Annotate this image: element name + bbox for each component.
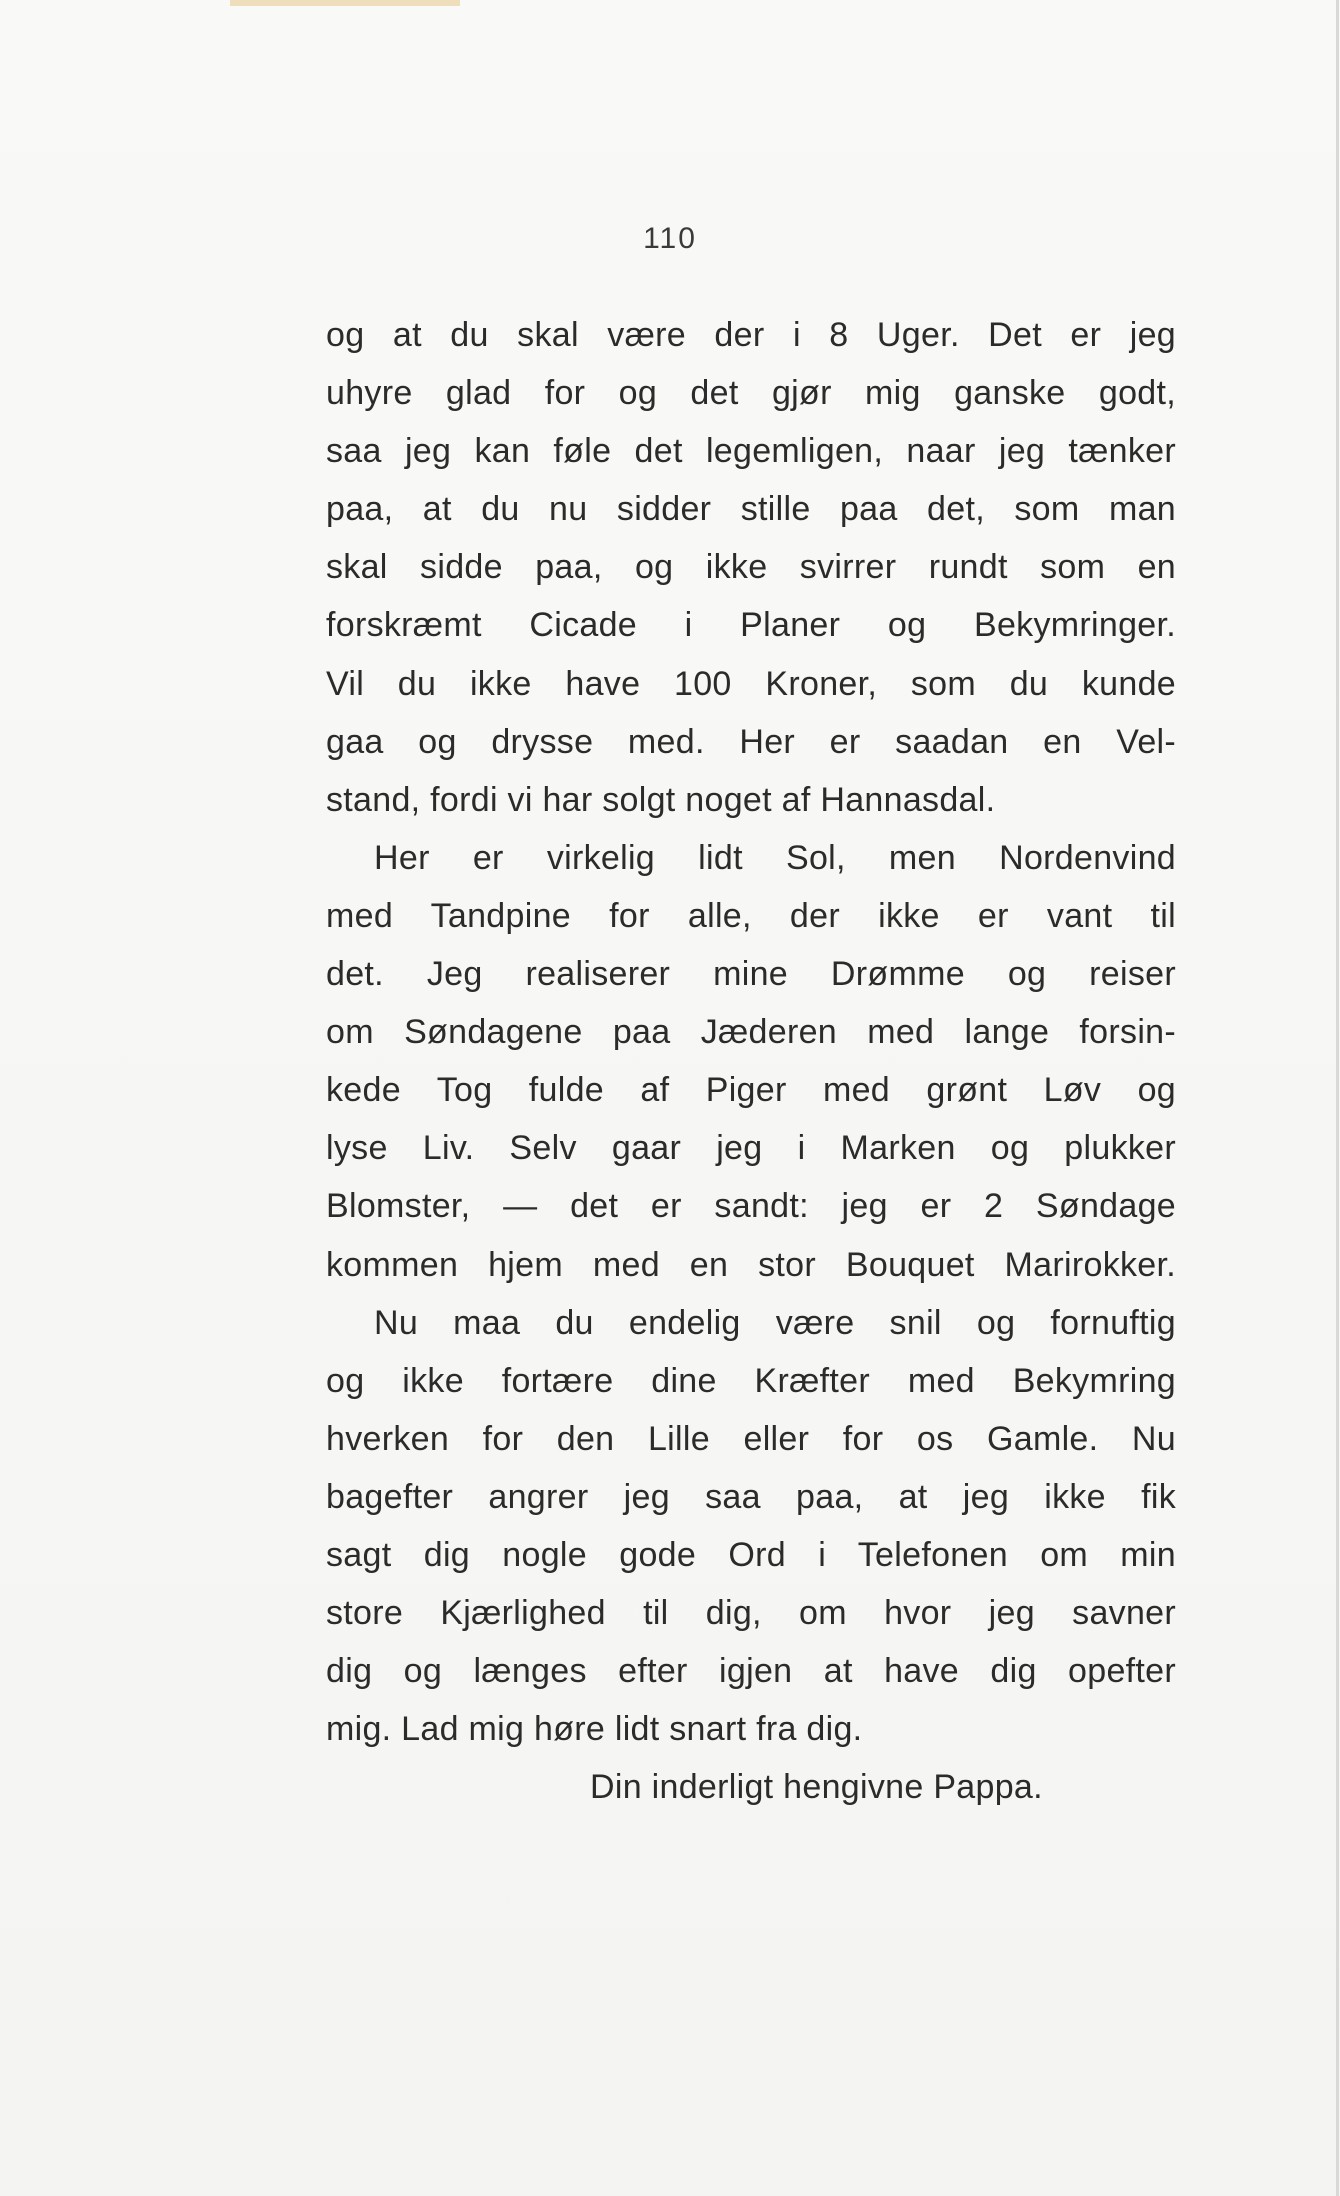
text-line: Blomster, — det er sandt: jeg er 2 Søndage <box>326 1187 1176 1226</box>
page-number: 110 <box>643 222 697 255</box>
text-line: om Søndagene paa Jæderen med lange forsin- <box>326 1013 1176 1052</box>
page-edge-line <box>1336 0 1339 2196</box>
text-line: stand, fordi vi har solgt noget af Hannasdal. <box>326 780 996 819</box>
text-line: paa, at du nu sidder stille paa det, som man <box>326 490 1176 529</box>
text-line: det. Jeg realiserer mine Drømme og reiser <box>326 955 1176 994</box>
text-line: og at du skal være der i 8 Uger. Det er jeg <box>326 316 1176 354</box>
text-line: skal sidde paa, og ikke svirrer rundt som en <box>326 548 1176 587</box>
text-line: bagefter angrer jeg saa paa, at jeg ikke fik <box>326 1477 1176 1516</box>
text-line: hverken for den Lille eller for os Gamle. Nu <box>326 1419 1176 1458</box>
text-line: dig og længes efter igjen at have dig opefter <box>326 1652 1176 1691</box>
text-line: sagt dig nogle gode Ord i Telefonen om min <box>326 1535 1176 1574</box>
text-line: Her er virkelig lidt Sol, men Nordenvind <box>374 838 1176 877</box>
text-line: med Tandpine for alle, der ikke er vant til <box>326 896 1176 935</box>
top-edge-mark <box>230 0 460 6</box>
text-line: uhyre glad for og det gjør mig ganske godt, <box>326 374 1176 413</box>
letter-body <box>326 306 1176 1816</box>
text-line: kede Tog fulde af Piger med grønt Løv og <box>326 1071 1176 1110</box>
text-line: Nu maa du endelig være snil og fornuftig <box>374 1303 1176 1342</box>
signature-line: Din inderligt hengivne Pappa. <box>590 1768 1043 1807</box>
text-line: kommen hjem med en stor Bouquet Marirokker. <box>326 1245 1176 1284</box>
text-line: mig. Lad mig høre lidt snart fra dig. <box>326 1710 863 1749</box>
text-line: forskræmt Cicade i Planer og Bekymringer. <box>326 606 1176 645</box>
text-line: saa jeg kan føle det legemligen, naar jeg tænker <box>326 432 1176 471</box>
text-line: gaa og drysse med. Her er saadan en Vel- <box>326 722 1176 761</box>
text-line: lyse Liv. Selv gaar jeg i Marken og plukker <box>326 1129 1176 1168</box>
text-line: Vil du ikke have 100 Kroner, som du kunde <box>326 664 1176 703</box>
text-line: store Kjærlighed til dig, om hvor jeg savner <box>326 1594 1176 1633</box>
text-line: og ikke fortære dine Kræfter med Bekymring <box>326 1361 1176 1400</box>
